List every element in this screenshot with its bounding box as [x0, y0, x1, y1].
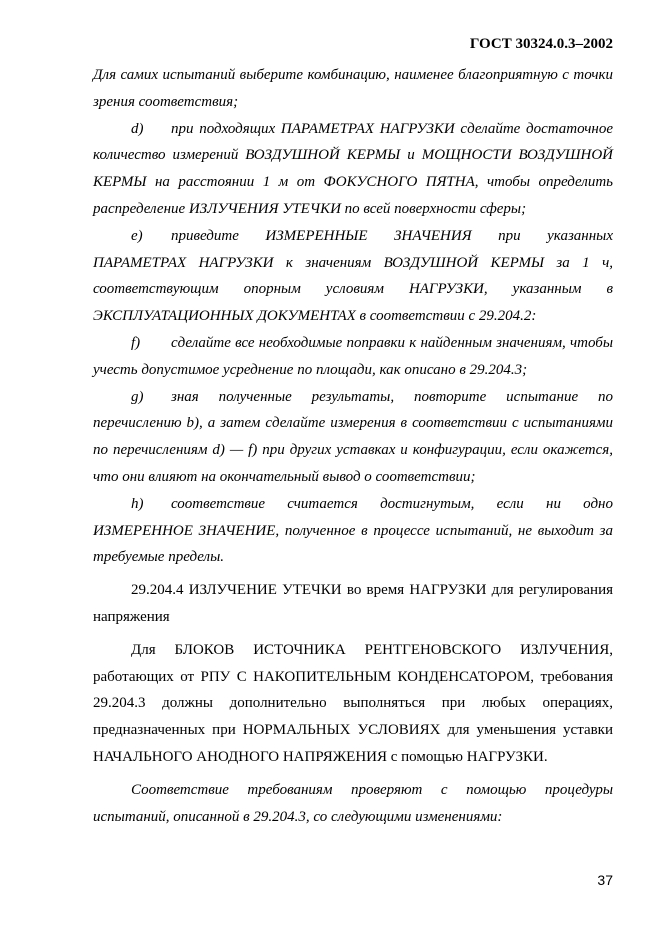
- page-number: 37: [597, 872, 613, 888]
- list-item-f: [93, 330, 613, 384]
- list-text: зная полученные результаты, повторите испытание по перечислению b), а затем сделайте измерения в соответствии с испытаниями по перечислениям d) — f) при других уставках и конфигурации, если окажется, что они влияют на окончательный вывод о соответствии;: [93, 388, 613, 485]
- page-body: [93, 62, 613, 830]
- section-heading-29-204-4: 29.204.4 ИЗЛУЧЕНИЕ УТЕЧКИ во время НАГРУЗКИ для регулирования напряжения: [93, 582, 613, 625]
- list-label: d): [131, 120, 144, 137]
- paragraph-intro: Для самих испытаний выберите комбинацию, наименее благоприятную с точки зрения соответствия;: [93, 67, 613, 110]
- paragraph-requirements: Для БЛОКОВ ИСТОЧНИКА РЕНТГЕНОВСКОГО ИЗЛУЧЕНИЯ, работающих от РПУ С НАКОПИТЕЛЬНЫМ КОНДЕНСАТОРОМ, требования 29.204.3 должны дополнительно выполняться при любых операциях, предназначенных при НОРМАЛЬНЫХ УСЛОВИЯХ для уменьшения уставки НАЧАЛЬНОГО АНОДНОГО НАПРЯЖЕНИЯ с помощью НАГРУЗКИ.: [93, 641, 613, 765]
- list-item-d: [93, 116, 613, 223]
- list-text: соответствие считается достигнутым, если ни одно ИЗМЕРЕННОЕ ЗНАЧЕНИЕ, полученное в процессе испытаний, не выходит за требуемые пределы.: [93, 495, 613, 566]
- list-item-h: [93, 491, 613, 571]
- list-item-g: [93, 384, 613, 491]
- list-label: g): [131, 388, 144, 405]
- list-text: приведите ИЗМЕРЕННЫЕ ЗНАЧЕНИЯ при указанных ПАРАМЕТРАХ НАГРУЗКИ к значениям ВОЗДУШНОЙ КЕРМЫ за 1 ч, соответствующим опорным условиям НАГРУЗКИ, указанным в ЭКСПЛУАТАЦИОННЫХ ДОКУМЕНТАХ в соответствии с 29.204.2:: [93, 227, 613, 325]
- document-header: ГОСТ 30324.0.3–2002: [469, 36, 613, 52]
- list-text: при подходящих ПАРАМЕТРАХ НАГРУЗКИ сделайте достаточное количество измерений ВОЗДУШНОЙ КЕРМЫ и МОЩНОСТИ ВОЗДУШНОЙ КЕРМЫ на расстоянии 1 м от ФОКУСНОГО ПЯТНА, чтобы определить распределение ИЗЛУЧЕНИЯ УТЕЧКИ по всей поверхности сферы;: [93, 120, 613, 217]
- list-label: h): [131, 495, 144, 512]
- list-item-e: [93, 223, 613, 330]
- list-text: сделайте все необходимые поправки к найденным значениям, чтобы учесть допустимое усреднение по площади, как описано в 29.204.3;: [93, 334, 613, 378]
- list-label: e): [131, 227, 143, 244]
- paragraph-compliance: Соответствие требованиям проверяют с помощью процедуры испытаний, описанной в 29.204.3, со следующими изменениями:: [93, 781, 613, 825]
- list-label: f): [131, 334, 141, 351]
